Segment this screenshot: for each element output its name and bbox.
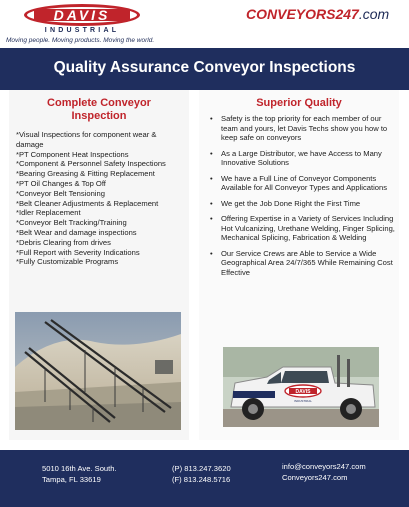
davis-industrial-logo [4, 2, 154, 46]
davis-industrial-text: INDUSTRIAL [44, 27, 120, 34]
footer-contact [282, 461, 366, 483]
footer-address [42, 463, 117, 485]
list-item-text: Safety is the top priority for each member of our team and yours, let Davis Techs show you how to keep safe on conveyors [221, 114, 388, 142]
list-item: *Conveyor Belt Tracking/Training [16, 218, 127, 228]
inspection-heading-line1: Complete Conveyor [47, 97, 151, 109]
footer-address-line2: Tampa, FL 33619 [42, 475, 101, 484]
list-item-text: We get the Job Done Right the First Time [221, 198, 361, 208]
inspection-list [16, 130, 188, 267]
bullet-icon: • [210, 148, 213, 158]
quality-heading: Superior Quality [256, 97, 342, 109]
list-item: *Visual Inspections for component wear & [16, 130, 157, 139]
footer-website-link[interactable]: Conveyors247.com [282, 473, 348, 482]
list-item: *Fully Customizable Programs [16, 257, 119, 267]
service-truck-illustration [223, 347, 379, 427]
conveyors247-logo [246, 6, 389, 22]
inspection-heading [9, 97, 189, 123]
list-item: *Bearing Greasing & Fitting Replacement [16, 169, 155, 179]
bullet-icon: • [210, 173, 213, 183]
list-item-text: Offering Expertise in a Variety of Services Including Hot Vulcanizing, Urethane Welding, Finger Splicing, Mechanical Splicing, Fabrication & Welding [221, 214, 395, 242]
footer-fax: (F) 813.248.5716 [172, 475, 231, 484]
list-item [208, 199, 396, 209]
conveyors247-domain: .com [358, 6, 390, 22]
davis-badge [24, 4, 140, 26]
davis-tagline: Moving people. Moving products. Moving the world. [6, 37, 155, 44]
footer-phones [172, 463, 231, 485]
bullet-icon: • [210, 198, 213, 208]
list-item: *PT Component Heat Inspections [16, 149, 129, 159]
list-item: *Debris Clearing from drives [16, 237, 111, 247]
footer-email-link[interactable]: info@conveyors247.com [282, 462, 366, 471]
list-item: *PT Oil Changes & Top Off [16, 178, 106, 188]
list-item: *Belt Wear and damage inspections [16, 227, 137, 237]
list-item: damage [16, 139, 44, 149]
truck-door-davis-text: DAVIS [295, 389, 311, 395]
footer-phone: (P) 813.247.3620 [172, 464, 231, 473]
list-item: *Component & Personnel Safety Inspections [16, 159, 166, 169]
header [0, 0, 409, 48]
conveyors247-name: CONVEYORS247 [246, 6, 359, 22]
conveyor-site-photo [15, 312, 181, 430]
list-item [208, 174, 396, 193]
list-item: *Conveyor Belt Tensioning [16, 188, 105, 198]
list-item [208, 149, 396, 168]
bullet-icon: • [210, 248, 213, 258]
bullet-icon: • [210, 114, 213, 123]
title-band [0, 48, 409, 90]
page-title: Quality Assurance Conveyor Inspections [53, 59, 356, 76]
list-item [208, 249, 396, 278]
quality-list [208, 114, 396, 283]
list-item-text: As a Large Distributor, we have Access to Many Innovative Solutions [221, 148, 382, 167]
davis-wordmark: DAVIS [53, 7, 111, 23]
list-item [208, 214, 396, 243]
list-item: *Full Report with Severity Indications [16, 247, 140, 257]
footer-address-line1: 5010 16th Ave. South. [42, 464, 117, 473]
conveyor-site-illustration [15, 312, 181, 430]
truck-door-industrial-text: INDUSTRIAL [294, 399, 312, 403]
inspection-heading-line2: Inspection [71, 110, 127, 122]
bullet-icon: • [210, 214, 213, 223]
list-item: *Idler Replacement [16, 208, 81, 218]
service-truck-photo [223, 347, 379, 427]
list-item [208, 114, 396, 143]
list-item-text: We have a Full Line of Conveyor Components Available for All Conveyor Types and Applications [221, 173, 388, 192]
list-item: *Belt Cleaner Adjustments & Replacement [16, 198, 159, 208]
footer [0, 450, 409, 507]
list-item-text: Our Service Crews are Able to Service a Wide Geographical Area 24/7/365 While Remaining Cost Effective [221, 248, 393, 277]
